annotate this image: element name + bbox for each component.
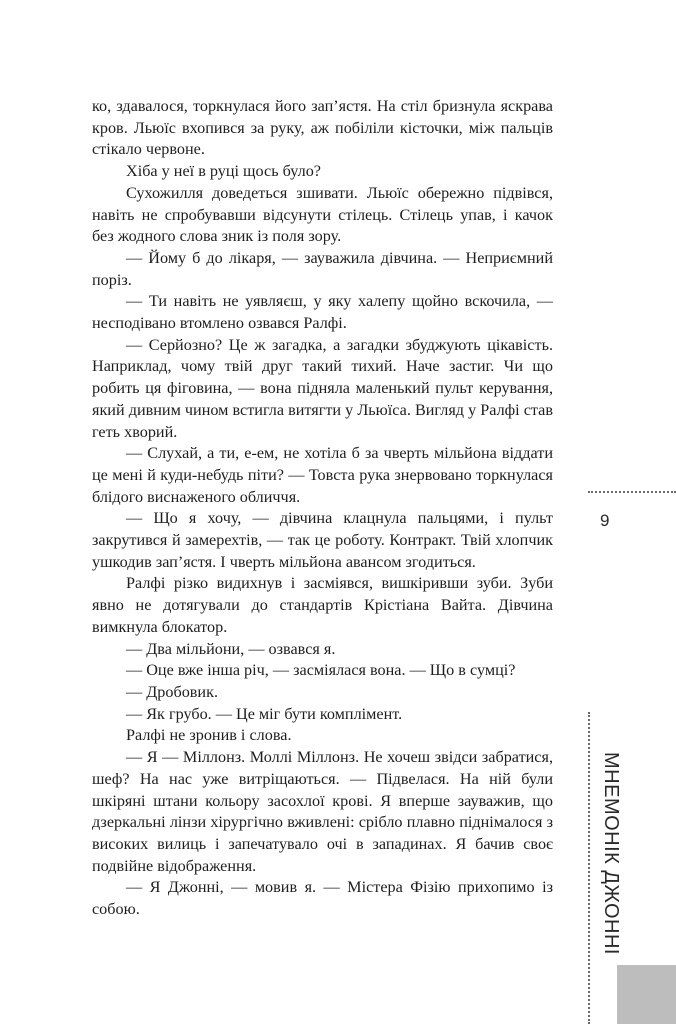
- paragraph-12: — Дробовик.: [126, 682, 219, 701]
- paragraph-4: — Йому б до лікаря, — зауважила дівчина. — Неприємний поріз.: [92, 248, 553, 289]
- paragraph-1: ко, здавалося, торкнулася його зап’ястя. На стіл бризнула яскрава кров. Льюїс вхопився за руку, аж побіліли кісточки, між пальців стікало червоне.: [92, 97, 553, 159]
- paragraph-14: Ралфі не зронив і слова.: [126, 726, 292, 745]
- body-text: [92, 96, 553, 921]
- chapter-tab: [617, 965, 676, 1024]
- paragraph-5: — Ти навіть не уявляєш, у яку халепу щойно вскочила, — несподівано втомлено озвався Ралфі.: [92, 292, 553, 333]
- paragraph-16: — Я Джонні, — мовив я. — Містера Фізію прихопимо із собою.: [92, 878, 553, 919]
- paragraph-10: — Два мільйони, — озвався я.: [126, 639, 336, 658]
- paragraph-11: — Оце вже інша річ, — засміялася вона. — Що в сумці?: [126, 661, 516, 680]
- paragraph-8: — Що я хочу, — дівчина клацнула пальцями, і пульт закрутився й замерехтів, — так це роботу. Контракт. Твій хлопчик ушкодив зап’ястя. І чверть мільйона авансом згодиться.: [92, 509, 553, 571]
- paragraph-2: Хіба у неї в руці щось було?: [126, 162, 321, 181]
- running-title: МНЕМОНІК ДЖОННІ: [600, 752, 622, 955]
- running-title-divider: [588, 712, 590, 1024]
- paragraph-7: — Слухай, а ти, е-ем, не хотіла б за чверть мільйона віддати це мені й куди-небудь піти? — Товста рука знервовано торкнулася блідого виснаженого обличчя.: [92, 444, 553, 506]
- page-number: 9: [600, 511, 610, 530]
- paragraph-13: — Як грубо. — Це міг бути комплімент.: [126, 704, 403, 723]
- paragraph-6: — Серйозно? Це ж загадка, а загадки збуджують цікавість. Наприклад, чому твій друг такий тихий. Наче застиг. Чи що робить ця фіговина, — вона підняла маленький пульт керування, який дивним чином встигла витягти у Льюїса. Вигляд у Ралфі став геть хворий.: [92, 335, 553, 441]
- paragraph-3: Сухожилля доведеться зшивати. Льюїс обережно підвівся, навіть не спробувавши відсунути стілець. Стілець упав, і качок без жодного слова зник із поля зору.: [92, 183, 553, 246]
- paragraph-15: — Я — Міллонз. Моллі Міллонз. Не хочеш звідси забратися, шеф? На нас уже витріщаються. — Підвелася. На ній були шкіряні штани кольору засохлої крові. Я вперше зауважив, що дзеркальні лінзи хірургічно вживлені: срібло плавно піднімалося з високих вилиць і запечатувало очі в западинах. Я бачив своє подвійне відображення.: [92, 748, 553, 875]
- page-number-divider: [588, 491, 676, 493]
- paragraph-9: Ралфі різко видихнув і засміявся, вишкіривши зуби. Зуби явно не дотягували до стандартів Крістіана Вайта. Дівчина вимкнула блокатор.: [92, 574, 553, 636]
